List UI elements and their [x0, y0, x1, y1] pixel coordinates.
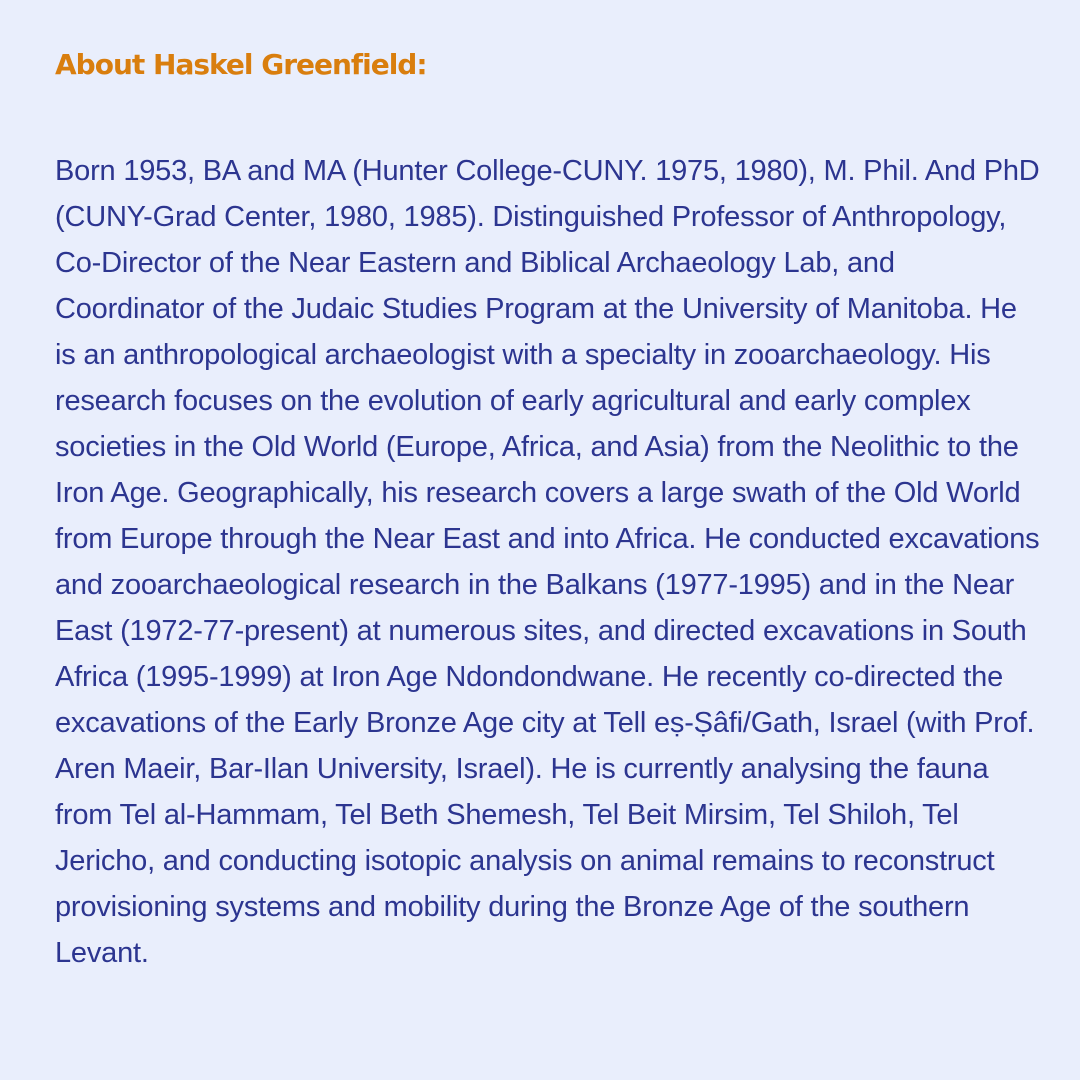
bio-heading: About Haskel Greenfield: [55, 48, 427, 81]
bio-paragraph: Born 1953, BA and MA (Hunter College-CUNY. 1975, 1980), M. Phil. And PhD (CUNY-Grad Center, 1980, 1985). Distinguished Professor of Anthropology, Co-Director of the Near Eastern and Biblical Archaeology Lab, and Coordinator of the Judaic Studies Program at the University of Manitoba. He is an anthropological archaeologist with a specialty in zooarchaeology. His research focuses on the evolution of early agricultural and early complex societies in the Old World (Europe, Africa, and Asia) from the Neolithic to the Iron Age. Geographically, his research covers a large swath of the Old World from Europe through the Near East and into Africa. He conducted excavations and zooarchaeological research in the Balkans (1977-1995) and in the Near East (1972-77-present) at numerous sites, and directed excavations in South Africa (1995-1999) at Iron Age Ndondondwane. He recently co-directed the excavations of the Early Bronze Age city at Tell eṣ-Ṣâfi/Gath, Israel (with Prof. Aren Maeir, Bar-Ilan University, Israel). He is currently analysing the fauna from Tel al-Hammam, Tel Beth Shemesh, Tel Beit Mirsim, Tel Shiloh, Tel Jericho, and conducting isotopic analysis on animal remains to reconstruct provisioning systems and mobility during the Bronze Age of the southern Levant. [55, 155, 1040, 969]
